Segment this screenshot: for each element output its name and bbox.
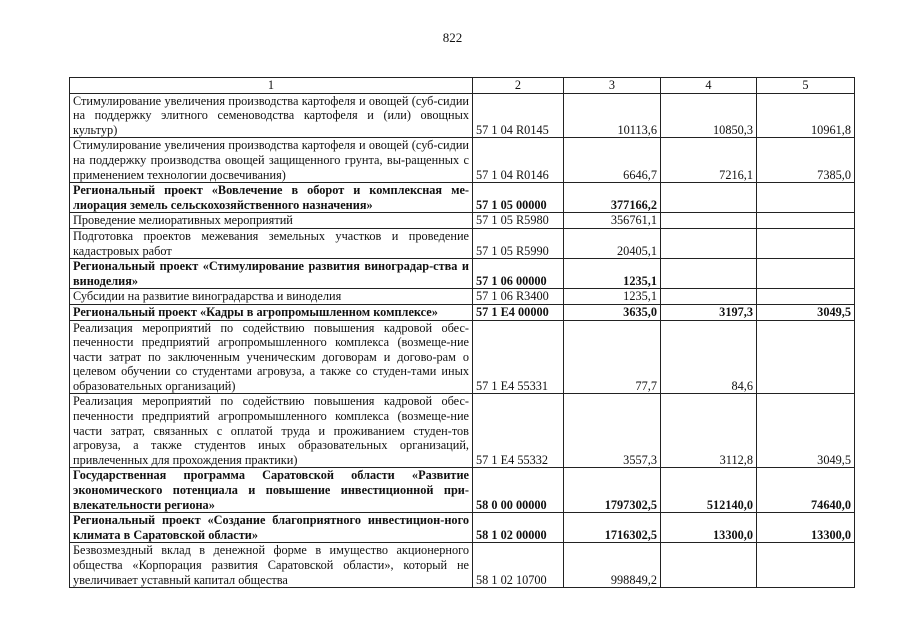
row-name: Региональный проект «Вовлечение в оборот и комплексная ме-лиорация земель сельскохозяйственного назначения» <box>70 183 473 213</box>
row-value-5 <box>757 259 855 289</box>
row-value-3: 20405,1 <box>564 228 661 258</box>
row-value-4 <box>661 228 757 258</box>
table-row <box>70 93 855 138</box>
row-value-3: 6646,7 <box>564 138 661 183</box>
row-name: Региональный проект «Кадры в агропромышленном комплексе» <box>70 304 473 320</box>
row-code: 57 1 04 R0146 <box>473 138 564 183</box>
row-value-4: 512140,0 <box>661 468 757 513</box>
row-code: 57 1 05 R5990 <box>473 228 564 258</box>
row-value-5 <box>757 183 855 213</box>
header-col-1: 1 <box>70 78 473 94</box>
row-value-5 <box>757 213 855 229</box>
row-name: Реализация мероприятий по содействию повышения кадровой обес-печенности предприятий агропромышленного комплекса (возмеще-ние части затрат по заключенным ученическим договорам и догово-рам о целевом обучении со студентами агровуза, а также со студен-тами иных образовательных организаций) <box>70 320 473 394</box>
row-value-3: 356761,1 <box>564 213 661 229</box>
row-name: Подготовка проектов межевания земельных участков и проведение кадастровых работ <box>70 228 473 258</box>
table-row <box>70 228 855 258</box>
row-name: Реализация мероприятий по содействию повышения кадровой обес-печенности предприятий агропромышленного комплекса (возмеще-ние части затрат, связанных с оплатой труда и проживанием студен-тов агровуза, а также студентов иных образовательных организаций, привлеченных для прохождения практики) <box>70 394 473 468</box>
row-value-5: 10961,8 <box>757 93 855 138</box>
table-row-section <box>70 183 855 213</box>
row-value-5: 7385,0 <box>757 138 855 183</box>
row-value-3: 3557,3 <box>564 394 661 468</box>
row-value-5: 13300,0 <box>757 513 855 543</box>
table-row-section <box>70 468 855 513</box>
row-value-5: 3049,5 <box>757 304 855 320</box>
row-value-5 <box>757 543 855 588</box>
row-name: Субсидии на развитие виноградарства и виноделия <box>70 289 473 305</box>
row-value-3: 1235,1 <box>564 259 661 289</box>
row-name: Региональный проект «Создание благоприятного инвестицион-ного климата в Саратовской области» <box>70 513 473 543</box>
row-code: 58 0 00 00000 <box>473 468 564 513</box>
row-name: Безвозмездный вклад в денежной форме в имущество акционерного общества «Корпорация развития Саратовской области», который не увеличивает уставный капитал общества <box>70 543 473 588</box>
table-row <box>70 289 855 305</box>
row-value-4: 13300,0 <box>661 513 757 543</box>
table-row <box>70 138 855 183</box>
row-value-3: 1797302,5 <box>564 468 661 513</box>
row-code: 57 1 05 R5980 <box>473 213 564 229</box>
row-value-3: 10113,6 <box>564 93 661 138</box>
row-name: Стимулирование увеличения производства картофеля и овощей (суб-сидии на поддержку производства овощей защищенного грунта, вы-ращенных с применением технологии досвечивания) <box>70 138 473 183</box>
row-name: Проведение мелиоративных мероприятий <box>70 213 473 229</box>
budget-table <box>69 77 855 588</box>
row-code: 57 1 E4 55331 <box>473 320 564 394</box>
row-value-3: 77,7 <box>564 320 661 394</box>
table-row <box>70 394 855 468</box>
row-code: 57 1 06 R3400 <box>473 289 564 305</box>
row-value-3: 3635,0 <box>564 304 661 320</box>
row-value-4: 3197,3 <box>661 304 757 320</box>
row-value-5: 3049,5 <box>757 394 855 468</box>
row-value-4 <box>661 543 757 588</box>
header-col-2: 2 <box>473 78 564 94</box>
row-code: 58 1 02 10700 <box>473 543 564 588</box>
table-row <box>70 543 855 588</box>
row-value-4 <box>661 183 757 213</box>
table-row-section <box>70 259 855 289</box>
row-value-4: 7216,1 <box>661 138 757 183</box>
row-value-3: 377166,2 <box>564 183 661 213</box>
row-code: 57 1 04 R0145 <box>473 93 564 138</box>
row-value-3: 1716302,5 <box>564 513 661 543</box>
row-name: Государственная программа Саратовской области «Развитие экономического потенциала и повышение инвестиционной при-влекательности региона» <box>70 468 473 513</box>
table-row-section <box>70 513 855 543</box>
page-number: 822 <box>442 30 463 45</box>
row-value-4: 3112,8 <box>661 394 757 468</box>
header-col-5: 5 <box>757 78 855 94</box>
table-header-row <box>70 78 855 94</box>
row-code: 57 1 E4 55332 <box>473 394 564 468</box>
row-value-4 <box>661 289 757 305</box>
row-name: Региональный проект «Стимулирование развития виноградар-ства и виноделия» <box>70 259 473 289</box>
row-value-5 <box>757 289 855 305</box>
row-value-3: 998849,2 <box>564 543 661 588</box>
row-name: Стимулирование увеличения производства картофеля и овощей (суб-сидии на поддержку элитного семеноводства картофеля и (или) овощных культур) <box>70 93 473 138</box>
row-value-5 <box>757 228 855 258</box>
table-row <box>70 213 855 229</box>
row-value-4: 10850,3 <box>661 93 757 138</box>
row-value-4 <box>661 259 757 289</box>
row-value-4 <box>661 213 757 229</box>
row-code: 57 1 06 00000 <box>473 259 564 289</box>
header-col-3: 3 <box>564 78 661 94</box>
row-value-5 <box>757 320 855 394</box>
table-row-section <box>70 304 855 320</box>
table-row <box>70 320 855 394</box>
row-code: 57 1 E4 00000 <box>473 304 564 320</box>
row-value-5: 74640,0 <box>757 468 855 513</box>
row-value-3: 1235,1 <box>564 289 661 305</box>
row-code: 58 1 02 00000 <box>473 513 564 543</box>
header-col-4: 4 <box>661 78 757 94</box>
row-code: 57 1 05 00000 <box>473 183 564 213</box>
row-value-4: 84,6 <box>661 320 757 394</box>
